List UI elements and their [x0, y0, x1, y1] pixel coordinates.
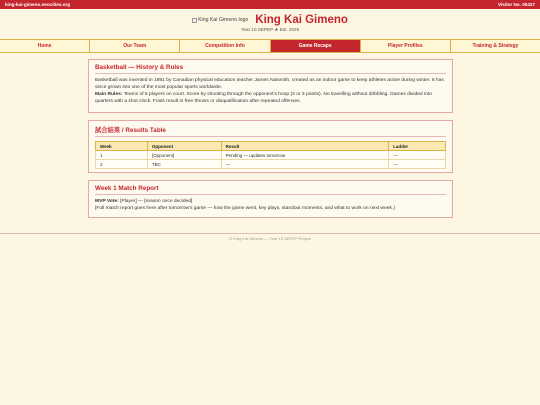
column-header-opponent: Opponent — [147, 142, 221, 151]
rules-label: Main Rules: — [95, 92, 123, 97]
divider — [95, 136, 446, 137]
site-footer — [0, 233, 540, 243]
footer-text: © King Kai Gimeno — Year 10 SEPEP Project — [229, 236, 311, 241]
match-report-card — [88, 180, 453, 218]
nav-player-profiles[interactable]: Player Profiles — [361, 40, 451, 52]
results-table — [95, 141, 446, 169]
top-bar — [0, 0, 540, 9]
mvp-text: [Player] — [reason once decided] — [120, 199, 193, 204]
mvp-line — [95, 198, 446, 205]
table-header-row — [96, 142, 446, 151]
nav-competition-info[interactable]: Competition Info — [180, 40, 270, 52]
cell-ladder: — — [389, 160, 446, 169]
main-nav — [0, 39, 540, 53]
site-title: King Kai Gimeno — [255, 14, 348, 26]
column-header-ladder: Ladder — [389, 142, 446, 151]
nav-game-recaps[interactable]: Game Recaps — [271, 40, 361, 52]
nav-our-team[interactable]: Our Team — [90, 40, 180, 52]
broken-image-icon — [192, 18, 197, 23]
visitor-counter: Visitor No. 00427 — [498, 2, 535, 7]
site-subtitle: Year 10 SEPEP ★ Est. 2026 — [240, 27, 300, 32]
site-domain: king-kai-gimeno.neocities.org — [5, 2, 71, 7]
history-paragraph: Basketball was invented in 1891 by Canadian physical education teacher James Naismith, created as an indoor game to keep athletes active during winter. It has since grown into one of the most popular sports worldwide. — [95, 78, 444, 90]
history-title: Basketball — History & Rules — [95, 64, 184, 71]
logo-alt-text: King Kai Gimeno logo — [198, 17, 249, 23]
history-body — [89, 74, 452, 108]
rules-paragraph — [95, 91, 446, 105]
history-card — [88, 59, 453, 113]
cell-opponent: [Opponent] — [147, 151, 221, 160]
column-header-week: Week — [96, 142, 148, 151]
results-title: 試合結果 / Results Table — [95, 127, 166, 134]
report-text: [Full match report goes here after tomorrow's game — how the game went, key plays, standout moments, and what to work on next week.] — [95, 206, 395, 211]
cell-result: Pending — updates tomorrow — [221, 151, 388, 160]
rules-text: Teams of 5 players on court. Score by shooting through the opponent's hoop (2 or 3 points). No travelling without dribbling. Games divided into quarters with a shot clock. Fouls result in free throws or disqualification after repeated offenses. — [95, 92, 432, 104]
table-row — [96, 151, 446, 160]
logo-image — [192, 17, 248, 23]
nav-home[interactable]: Home — [0, 40, 90, 52]
cell-ladder: — — [389, 151, 446, 160]
cell-week: 1 — [96, 151, 148, 160]
report-title: Week 1 Match Report — [95, 185, 159, 192]
mvp-label: MVP Vote: — [95, 199, 119, 204]
site-header — [0, 9, 540, 38]
report-body — [89, 195, 452, 215]
results-card — [88, 120, 453, 173]
cell-week: 2 — [96, 160, 148, 169]
column-header-result: Result — [221, 142, 388, 151]
cell-result: — — [221, 160, 388, 169]
nav-training-strategy[interactable]: Training & Strategy — [472, 43, 519, 49]
table-row — [96, 160, 446, 169]
cell-opponent: TBC — [147, 160, 221, 169]
